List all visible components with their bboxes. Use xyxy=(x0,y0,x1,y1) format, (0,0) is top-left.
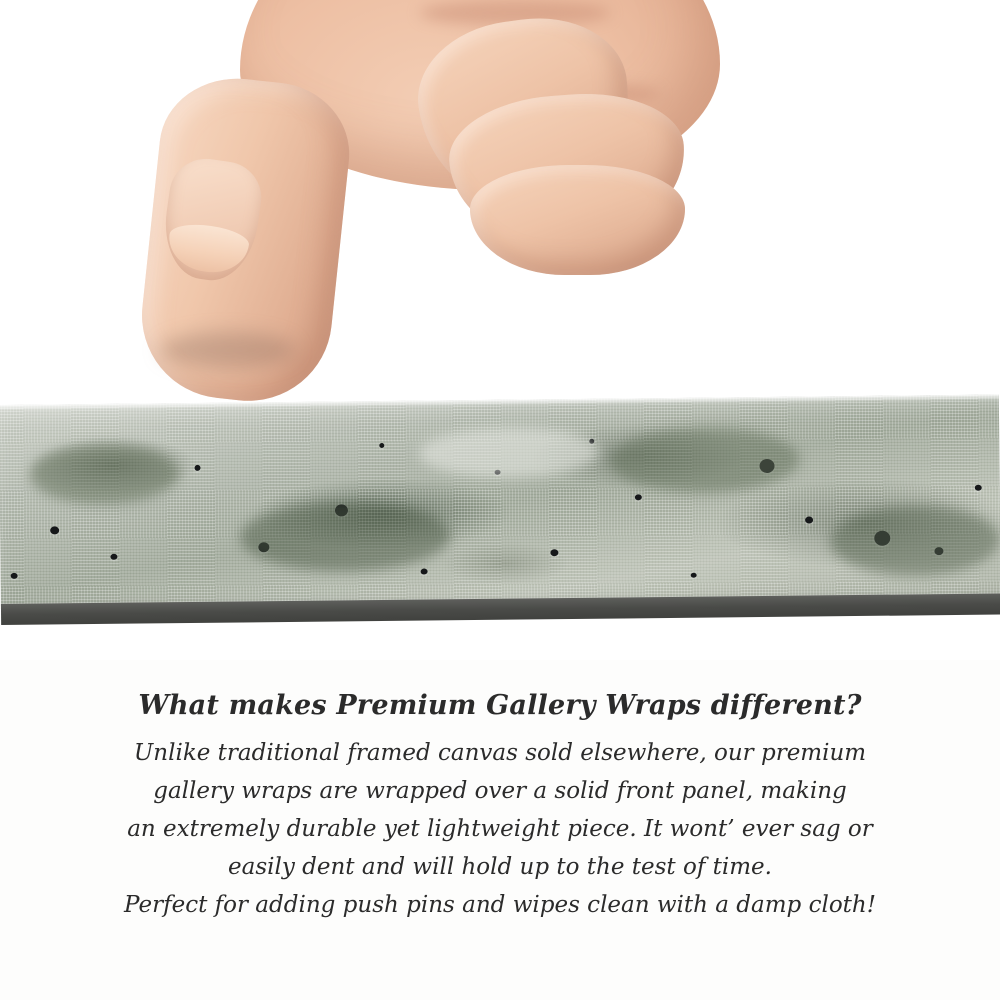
caption-line-5: Perfect for adding push pins and wipes clean with a damp cloth! xyxy=(124,892,876,918)
caption-block xyxy=(0,690,1000,924)
finger-little xyxy=(470,165,685,275)
hand-illustration xyxy=(120,0,740,430)
canvas-printed-surface xyxy=(0,395,1000,611)
finger-contact-shadow xyxy=(160,332,295,368)
caption-line-4: easily dent and will hold up to the test of time. xyxy=(228,854,772,880)
caption-line-2: gallery wraps are wrapped over a solid front panel, making xyxy=(153,778,847,804)
caption-line-1: Unlike traditional framed canvas sold elsewhere, our premium xyxy=(133,740,867,766)
canvas-edge-strip xyxy=(0,395,1000,625)
caption-headline: What makes Premium Gallery Wraps different? xyxy=(138,690,862,721)
caption-line-3: an extremely durable yet lightweight piece. It wont’ ever sag or xyxy=(127,816,873,842)
